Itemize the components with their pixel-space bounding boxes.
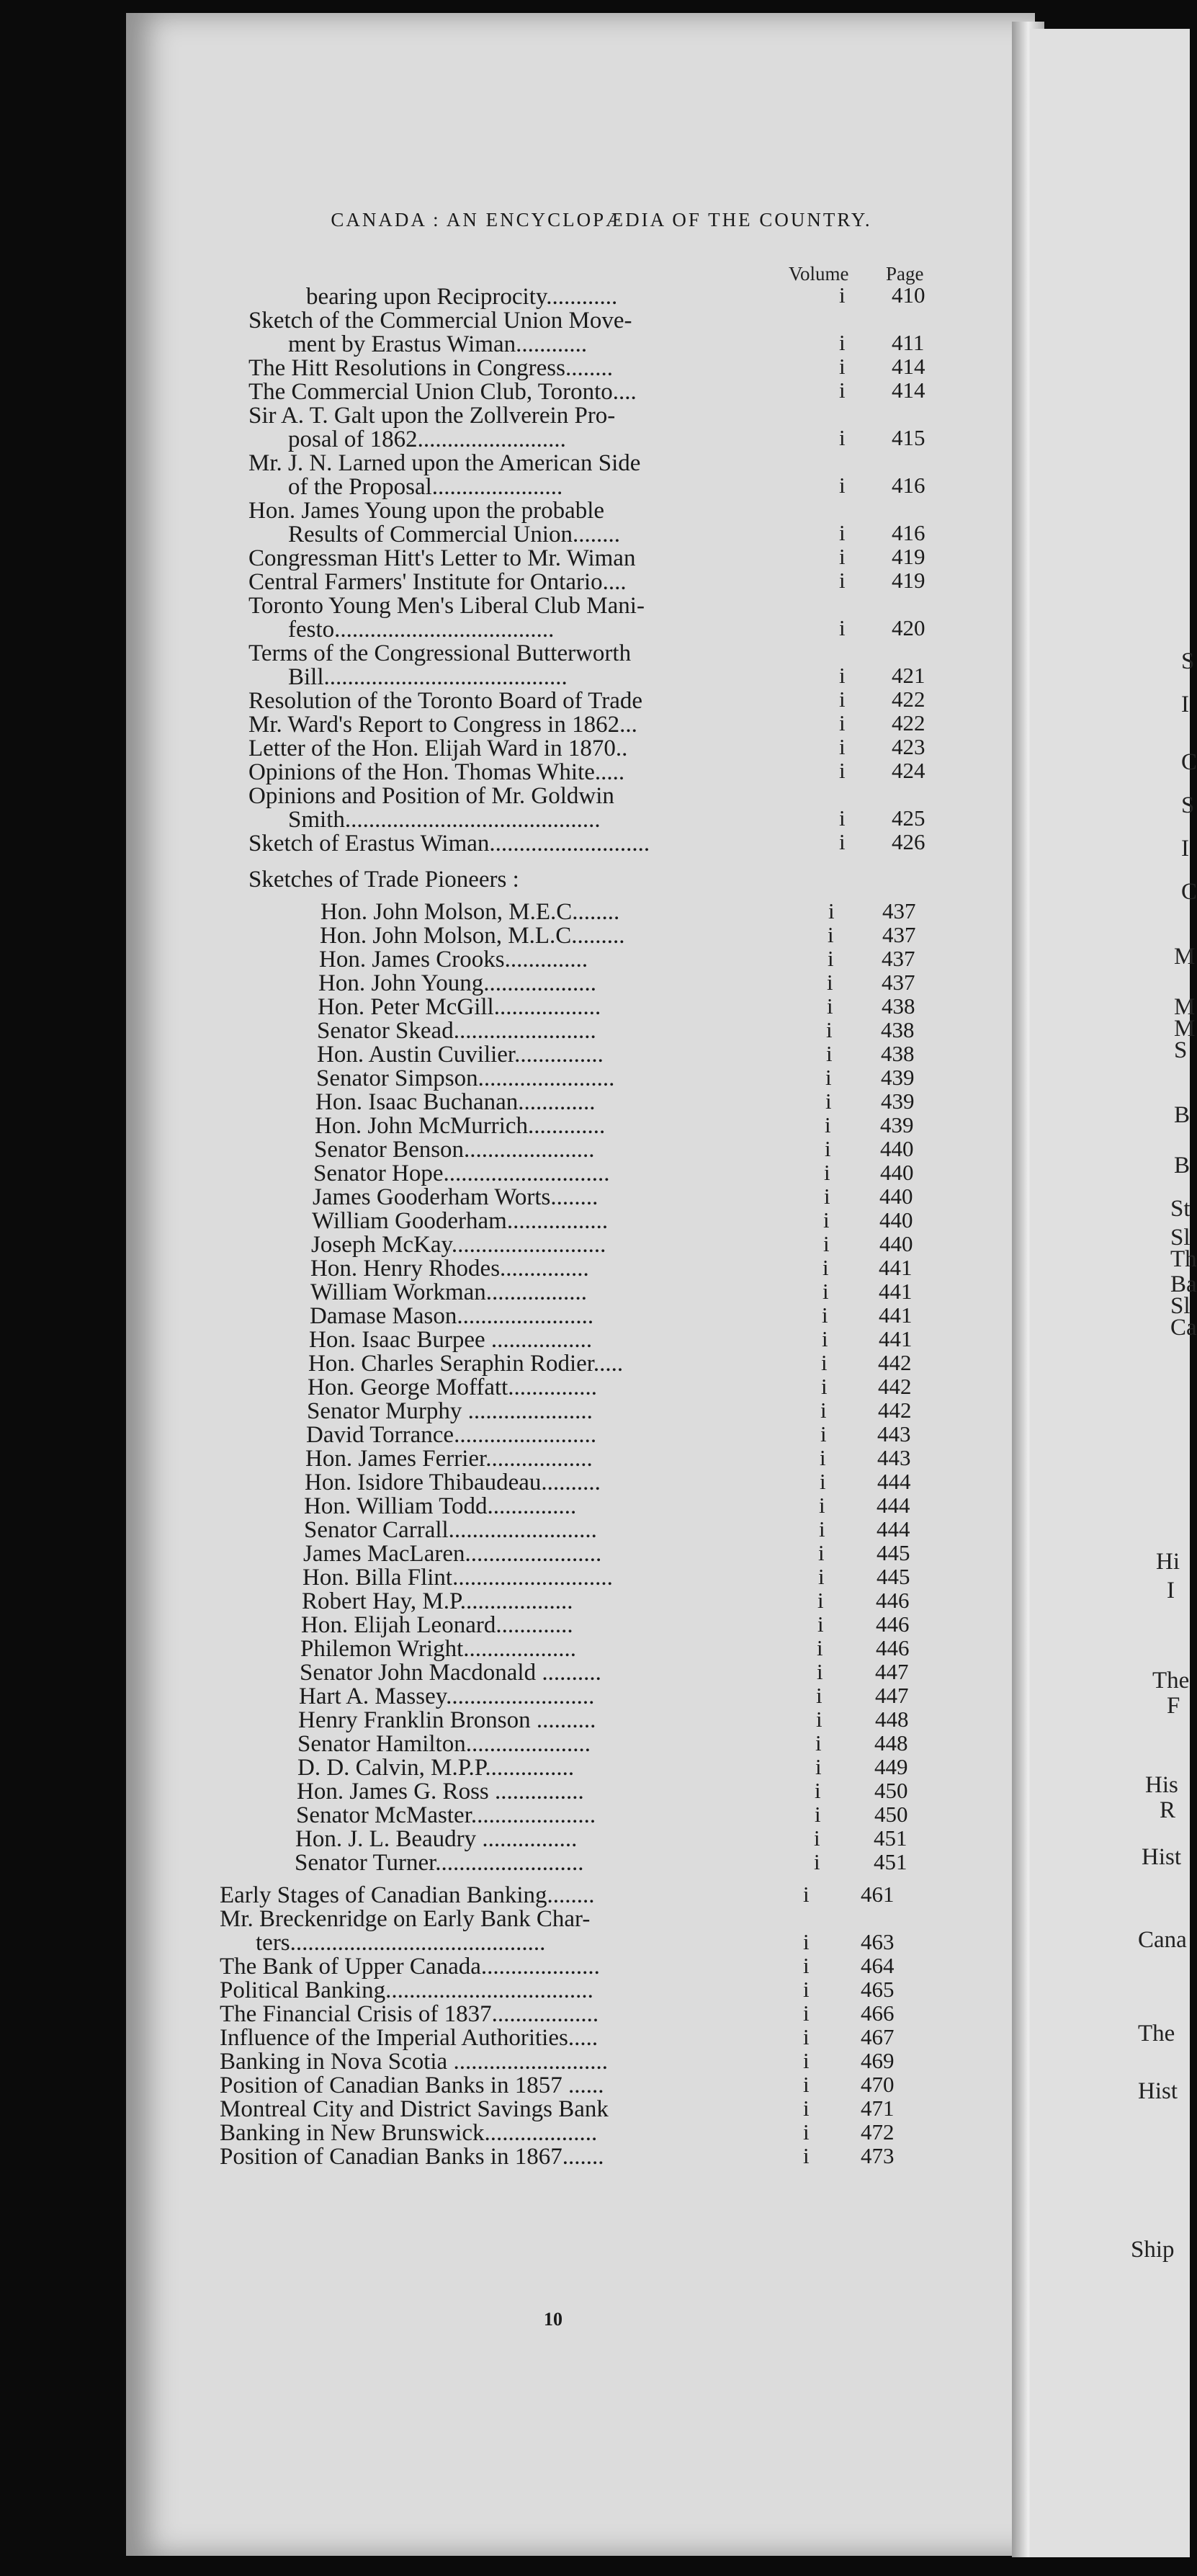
entry-page: 422 [892,687,925,712]
banking-page: 464 [861,1953,895,1978]
entry-page: 421 [892,663,925,688]
entry-title: Sir A. T. Galt upon the Zollverein Pro- [248,403,616,429]
pioneer-page: 440 [879,1184,913,1209]
pioneer-name: Henry Franklin Bronson .......... [298,1707,596,1733]
right-page-fragment: Hi [1156,1549,1180,1575]
right-page-fragment: Sl [1170,1293,1191,1319]
pioneer-page: 443 [877,1421,911,1446]
pioneer-page: 439 [880,1112,914,1137]
right-page-fragment: Hist [1142,1844,1182,1870]
entry-volume: i [839,473,846,498]
pioneer-page: 442 [878,1350,912,1375]
pioneer-page: 446 [876,1588,910,1613]
right-page-fragment: Sl [1170,1225,1191,1251]
pioneer-name: William Gooderham................. [312,1208,609,1234]
pioneer-name: Hon. Henry Rhodes............... [310,1256,589,1282]
pioneer-name: Senator John Macdonald .......... [300,1660,601,1686]
pioneer-volume: i [825,1065,832,1090]
right-page-fragment: M [1174,1016,1196,1042]
pioneer-name: Hon. John McMurrich............. [315,1113,606,1139]
right-page-fragment: M [1174,944,1196,970]
entry-title: Resolution of the Toronto Board of Trade [248,688,643,714]
pioneer-name: D. D. Calvin, M.P.P............... [297,1755,575,1781]
entry-page: 420 [892,615,925,640]
right-page-fragment: I [1167,1578,1175,1604]
banking-entry-title: Position of Canadian Banks in 1857 ...... [220,2072,604,2098]
right-page-fragment: C [1181,879,1197,905]
entry-title: Sketch of the Commercial Union Move- [248,308,632,334]
pioneer-name: Senator Skead........................ [317,1018,596,1044]
pioneer-page: 442 [878,1397,912,1423]
entry-page: 414 [892,354,925,379]
pioneer-page: 439 [881,1065,915,1090]
pioneer-name: Senator Murphy ..................... [307,1398,593,1424]
entry-volume: i [839,544,846,569]
banking-volume: i [803,2072,810,2097]
pioneer-volume: i [828,922,834,947]
pioneer-volume: i [815,1778,821,1803]
pioneer-page: 450 [874,1802,908,1827]
entry-title: The Hitt Resolutions in Congress........ [248,355,613,381]
pioneer-name: Hon. Isidore Thibaudeau.......... [305,1470,601,1495]
entry-volume: i [839,663,846,688]
pioneer-volume: i [820,1469,826,1494]
pioneer-name: William Workman................. [310,1279,588,1305]
entry-title: festo..................................... [288,617,555,643]
running-header: CANADA : AN ENCYCLOPÆDIA OF THE COUNTRY. [331,209,872,231]
right-page-fragment: St [1170,1196,1191,1222]
pioneer-volume: i [824,1184,830,1209]
right-page-fragment: The [1152,1668,1190,1694]
right-page-fragment: B [1174,1102,1191,1128]
pioneer-volume: i [821,1374,828,1399]
pioneer-page: 442 [878,1374,912,1399]
pioneer-name: Senator Hamilton..................... [297,1731,591,1757]
pioneer-volume: i [824,1160,830,1185]
pioneer-page: 437 [882,898,916,923]
entry-volume: i [839,330,846,355]
entry-volume: i [839,520,846,545]
pioneer-volume: i [822,1326,828,1351]
right-page-fragment: Ca [1170,1315,1197,1341]
entry-volume: i [839,282,846,308]
pioneer-volume: i [815,1802,821,1827]
pioneer-name: Philemon Wright................... [300,1636,577,1662]
pioneer-name: Hon. James G. Ross ............... [297,1779,584,1804]
entry-title: posal of 1862......................... [288,426,566,452]
banking-page: 472 [861,2119,895,2145]
entry-page: 416 [892,473,925,498]
banking-entry-title: The Financial Crisis of 1837.................. [220,2001,599,2027]
entry-volume: i [839,758,846,783]
entry-volume: i [839,710,846,735]
pioneer-volume: i [818,1564,825,1589]
pioneer-volume: i [827,970,833,995]
entry-page: 422 [892,710,925,735]
banking-entry-title: Early Stages of Canadian Banking........ [220,1882,595,1908]
entry-page: 419 [892,544,925,569]
banking-volume: i [803,1953,810,1978]
entry-title: ment by Erastus Wiman............ [288,331,588,357]
pioneer-page: 438 [881,1017,915,1042]
banking-entry-title: Banking in Nova Scotia .......................... [220,2049,608,2075]
pioneer-page: 443 [877,1445,911,1470]
pioneer-page: 445 [877,1564,910,1589]
pioneer-name: James MacLaren....................... [303,1541,602,1567]
pioneer-volume: i [828,946,834,971]
pioneer-name: Senator Hope............................ [313,1160,610,1186]
pioneer-name: Senator Simpson....................... [316,1065,615,1091]
entry-title: Opinions of the Hon. Thomas White..... [248,759,625,785]
pioneer-name: James Gooderham Worts........ [313,1184,598,1210]
right-page-fragment: C [1181,749,1197,775]
entry-page: 426 [892,829,925,854]
pioneer-name: Senator Turner......................... [295,1850,584,1876]
pioneer-volume: i [821,1350,828,1375]
pioneer-name: Damase Mason....................... [310,1303,594,1329]
right-page-fragment: Hist [1138,2078,1178,2104]
right-page-fragment: R [1160,1797,1176,1823]
banking-entry-title: Banking in New Brunswick................... [220,2120,598,2146]
entry-page: 414 [892,377,925,403]
pioneer-page: 449 [874,1754,908,1779]
entry-volume: i [839,425,846,450]
pioneer-name: Hon. Elijah Leonard............. [301,1612,573,1638]
pioneer-volume: i [820,1397,827,1423]
pioneer-name: Hon. Isaac Buchanan............. [315,1089,596,1115]
pioneer-name: Hon. John Molson, M.E.C........ [320,899,620,925]
entry-title: Terms of the Congressional Butterworth [248,640,632,666]
pioneer-volume: i [823,1207,830,1233]
right-page-fragment: S [1181,792,1195,818]
pioneer-name: Senator Carrall......................... [304,1517,597,1543]
right-page-fragment: Ba [1170,1271,1197,1297]
banking-entry-title: The Bank of Upper Canada.................... [220,1954,600,1980]
pioneer-volume: i [818,1540,825,1565]
pioneer-volume: i [819,1493,825,1518]
banking-volume: i [803,1882,810,1907]
entry-page: 424 [892,758,925,783]
pioneer-name: Senator McMaster..................... [296,1802,596,1828]
pioneer-page: 437 [882,922,916,947]
pioneer-name: Hon. James Crooks.............. [319,947,588,972]
pioneer-volume: i [826,1041,833,1066]
right-page-fragment: Th [1170,1246,1197,1272]
entry-page: 425 [892,805,925,831]
pioneer-volume: i [816,1707,822,1732]
pioneer-name: Hon. John Molson, M.L.C......... [320,923,625,949]
pioneer-page: 440 [879,1207,913,1233]
pioneer-volume: i [822,1302,828,1328]
right-page-fragment: I [1181,692,1189,717]
pioneer-name: Hart A. Massey......................... [299,1683,595,1709]
entry-title: Smith........................................... [288,807,601,833]
entry-title: Congressman Hitt's Letter to Mr. Wiman [248,545,636,571]
banking-entry-title: Influence of the Imperial Authorities..... [220,2025,598,2051]
pioneer-volume: i [816,1683,822,1708]
pioneer-volume: i [815,1730,822,1756]
pioneer-volume: i [820,1421,827,1446]
banking-volume: i [803,1977,810,2002]
entry-volume: i [839,615,846,640]
pioneer-volume: i [814,1849,820,1874]
pioneer-volume: i [814,1825,820,1851]
banking-page: 467 [861,2024,895,2049]
pioneer-volume: i [825,1136,831,1161]
pioneer-page: 451 [874,1849,907,1874]
right-page-fragment: The [1138,2021,1175,2047]
entry-page: 416 [892,520,925,545]
pioneer-name: Hon. Isaac Burpee ................. [309,1327,593,1353]
entry-title: Hon. James Young upon the probable [248,498,605,524]
pioneer-name: Hon. John Young................... [318,970,596,996]
banking-entry-title: Montreal City and District Savings Bank [220,2096,609,2122]
pioneer-volume: i [822,1255,829,1280]
right-page-fragment: Cana [1138,1927,1187,1953]
entry-page: 411 [892,330,925,355]
pioneer-page: 441 [879,1255,913,1280]
pioneer-page: 440 [880,1160,914,1185]
entry-title: Mr. J. N. Larned upon the American Side [248,450,641,476]
pioneer-page: 441 [879,1279,913,1304]
right-page-fragment: B [1174,1153,1191,1179]
pioneer-volume: i [828,898,835,923]
pioneer-name: Robert Hay, M.P................... [302,1588,573,1614]
pioneer-page: 440 [880,1136,914,1161]
entry-volume: i [839,829,846,854]
pioneer-volume: i [826,1017,833,1042]
right-page-fragment: M [1174,994,1196,1020]
banking-entry-title: ters........................................... [256,1930,546,1956]
banking-volume: i [803,2048,810,2073]
pioneer-name: Joseph McKay.......................... [311,1232,606,1258]
banking-page: 461 [861,1882,895,1907]
pioneer-page: 447 [875,1659,909,1684]
pioneer-volume: i [817,1659,823,1684]
volume-column-header: Volume [789,263,849,285]
banking-volume: i [803,2096,810,2121]
right-page-fragment: S [1174,1037,1188,1063]
pioneer-volume: i [825,1088,832,1114]
entry-page: 423 [892,734,925,759]
pioneer-page: 437 [882,946,915,971]
entry-title: Mr. Ward's Report to Congress in 1862... [248,712,637,738]
right-page-fragment: F [1167,1693,1180,1719]
pioneer-page: 437 [882,970,915,995]
entry-volume: i [839,377,846,403]
pioneer-page: 446 [876,1635,910,1660]
pioneer-name: Hon. George Moffatt............... [308,1374,598,1400]
entry-title: of the Proposal...................... [288,474,563,500]
pioneer-volume: i [817,1611,824,1637]
pioneer-volume: i [825,1112,831,1137]
banking-page: 463 [861,1929,895,1954]
pioneer-name: Senator Benson...................... [314,1137,595,1163]
pioneer-name: David Torrance........................ [306,1422,597,1448]
pioneer-page: 444 [877,1516,910,1542]
pioneer-volume: i [815,1754,822,1779]
book-page-right [1030,29,1190,2557]
pioneer-page: 441 [879,1302,913,1328]
entry-title: bearing upon Reciprocity............ [306,284,618,310]
entry-volume: i [839,734,846,759]
pioneer-name: Hon. James Ferrier.................. [305,1446,593,1472]
pioneer-name: Hon. William Todd............... [304,1493,577,1519]
pioneer-page: 438 [881,1041,915,1066]
entry-page: 410 [892,282,925,308]
banking-page: 469 [861,2048,895,2073]
right-page-fragment: Ship [1131,2237,1175,2263]
entry-page: 415 [892,425,925,450]
entry-title: Results of Commercial Union........ [288,522,621,547]
pioneer-volume: i [819,1516,825,1542]
pioneer-volume: i [817,1635,823,1660]
banking-volume: i [803,2119,810,2145]
pioneer-name: Hon. J. L. Beaudry ................ [295,1826,578,1852]
pioneer-page: 446 [876,1611,910,1637]
pioneer-name: Hon. Billa Flint........................... [302,1565,613,1591]
banking-page: 465 [861,1977,895,2002]
pioneer-page: 445 [877,1540,910,1565]
pioneer-name: Hon. Austin Cuvilier............... [317,1042,604,1068]
entry-title: The Commercial Union Club, Toronto.... [248,379,637,405]
entry-volume: i [839,687,846,712]
pioneer-volume: i [827,993,833,1019]
pioneer-name: Hon. Peter McGill.................. [318,994,601,1020]
entry-title: Toronto Young Men's Liberal Club Mani- [248,593,645,619]
page-number: 10 [544,2309,562,2330]
entry-title: Letter of the Hon. Elijah Ward in 1870.. [248,735,628,761]
pioneer-page: 438 [882,993,915,1019]
entry-volume: i [839,568,846,593]
pioneer-page: 448 [875,1707,909,1732]
banking-volume: i [803,2000,810,2026]
pioneer-name: Hon. Charles Seraphin Rodier..... [308,1351,624,1377]
entry-title: Sketches of Trade Pioneers : [248,867,519,893]
entry-volume: i [839,354,846,379]
banking-page: 471 [861,2096,895,2121]
banking-volume: i [803,2024,810,2049]
pioneer-volume: i [820,1445,826,1470]
pioneer-volume: i [823,1231,830,1256]
banking-volume: i [803,2143,810,2168]
pioneer-page: 448 [874,1730,908,1756]
entry-page: 419 [892,568,925,593]
entry-volume: i [839,805,846,831]
pioneer-page: 444 [877,1493,910,1518]
banking-page: 473 [861,2143,895,2168]
page-column-header: Page [886,263,924,285]
banking-entry-title: Mr. Breckenridge on Early Bank Char- [220,1906,591,1932]
entry-title: Sketch of Erastus Wiman........................... [248,831,650,857]
banking-page: 466 [861,2000,895,2026]
banking-entry-title: Political Banking................................... [220,1977,593,2003]
entry-title: Opinions and Position of Mr. Goldwin [248,783,614,809]
entry-title: Bill......................................... [288,664,568,690]
pioneer-page: 440 [879,1231,913,1256]
banking-volume: i [803,1929,810,1954]
pioneer-page: 444 [877,1469,911,1494]
banking-entry-title: Position of Canadian Banks in 1867....... [220,2144,604,2170]
right-page-fragment: S [1181,648,1195,674]
entry-title: Central Farmers' Institute for Ontario.... [248,569,627,595]
right-page-fragment: I [1181,836,1189,862]
pioneer-page: 451 [874,1825,907,1851]
pioneer-volume: i [822,1279,829,1304]
pioneer-page: 447 [875,1683,909,1708]
right-page-fragment: His [1145,1772,1178,1798]
pioneer-page: 450 [874,1778,908,1803]
pioneer-page: 441 [879,1326,913,1351]
pioneer-page: 439 [881,1088,915,1114]
banking-page: 470 [861,2072,895,2097]
pioneer-volume: i [817,1588,824,1613]
